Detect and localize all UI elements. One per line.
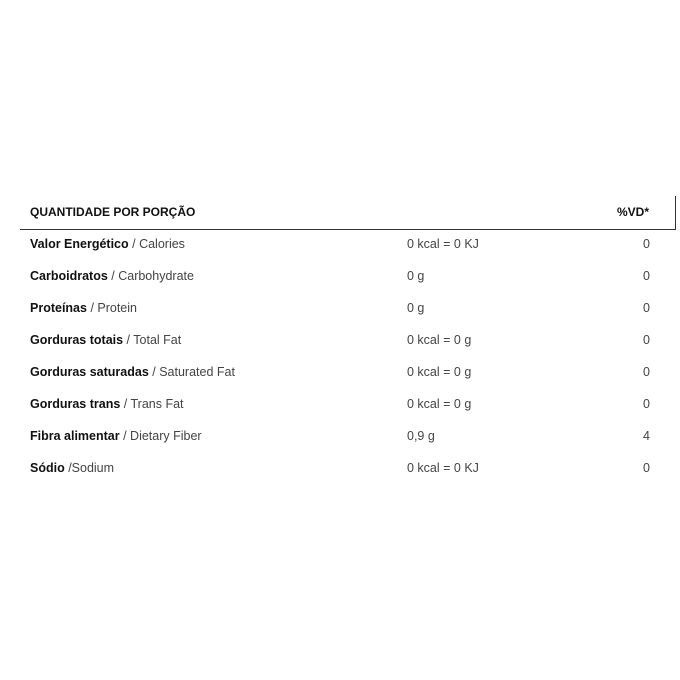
nutrient-name-pt: Gorduras trans bbox=[30, 397, 121, 411]
table-row-trans-fat bbox=[20, 395, 676, 427]
nutrient-amount: 0 kcal = 0 KJ bbox=[407, 237, 479, 251]
nutrient-name bbox=[30, 237, 185, 251]
nutrient-name-en: / Trans Fat bbox=[120, 397, 184, 411]
nutrient-daily-value: 0 bbox=[643, 269, 650, 283]
table-row-total-fat bbox=[20, 331, 676, 363]
nutrient-daily-value: 0 bbox=[643, 397, 650, 411]
table-header bbox=[20, 196, 676, 230]
nutrient-name bbox=[30, 365, 235, 379]
nutrient-daily-value: 0 bbox=[643, 333, 650, 347]
table-row-carbohydrate bbox=[20, 267, 676, 299]
nutrient-name bbox=[30, 397, 184, 411]
nutrient-name-pt: Fibra alimentar bbox=[30, 429, 120, 443]
table-body bbox=[20, 235, 676, 491]
nutrient-name-en: /Sodium bbox=[64, 461, 115, 475]
table-row-calories bbox=[20, 235, 676, 267]
nutrient-name-pt: Sódio bbox=[30, 461, 65, 475]
nutrient-name-pt: Valor Energético bbox=[30, 237, 129, 251]
nutrient-name-en: / Carbohydrate bbox=[107, 269, 194, 283]
quantity-per-serving-header: QUANTIDADE POR PORÇÃO bbox=[30, 205, 196, 219]
nutrient-amount: 0 kcal = 0 g bbox=[407, 333, 472, 347]
nutrient-name-pt: Proteínas bbox=[30, 301, 87, 315]
nutrient-amount: 0,9 g bbox=[407, 429, 435, 443]
nutrient-name-pt: Carboidratos bbox=[30, 269, 108, 283]
nutrient-name-en: / Dietary Fiber bbox=[119, 429, 202, 443]
nutrient-name-en: / Saturated Fat bbox=[148, 365, 235, 379]
nutrient-daily-value: 0 bbox=[643, 237, 650, 251]
nutrient-name-en: / Total Fat bbox=[123, 333, 182, 347]
nutrient-daily-value: 0 bbox=[643, 301, 650, 315]
nutrient-name bbox=[30, 461, 114, 475]
nutrient-name-pt: Gorduras totais bbox=[30, 333, 124, 347]
nutrient-amount: 0 g bbox=[407, 301, 425, 315]
nutrient-name bbox=[30, 301, 137, 315]
table-row-sodium bbox=[20, 459, 676, 491]
nutrient-name-pt: Gorduras saturadas bbox=[30, 365, 149, 379]
nutrient-amount: 0 kcal = 0 g bbox=[407, 365, 472, 379]
nutrient-name-en: / Calories bbox=[128, 237, 185, 251]
nutrient-name bbox=[30, 333, 181, 347]
nutrient-amount: 0 kcal = 0 g bbox=[407, 397, 472, 411]
nutrient-name bbox=[30, 429, 202, 443]
table-row-protein bbox=[20, 299, 676, 331]
nutrient-daily-value: 4 bbox=[643, 429, 650, 443]
nutrient-daily-value: 0 bbox=[643, 365, 650, 379]
daily-value-header: %VD* bbox=[616, 205, 649, 219]
nutrient-amount: 0 g bbox=[407, 269, 425, 283]
table-row-saturated-fat bbox=[20, 363, 676, 395]
table-row-dietary-fiber bbox=[20, 427, 676, 459]
nutrient-daily-value: 0 bbox=[643, 461, 650, 475]
nutrient-name bbox=[30, 269, 194, 283]
nutrition-facts-table bbox=[20, 196, 676, 491]
nutrient-amount: 0 kcal = 0 KJ bbox=[407, 461, 479, 475]
nutrient-name-en: / Protein bbox=[86, 301, 137, 315]
